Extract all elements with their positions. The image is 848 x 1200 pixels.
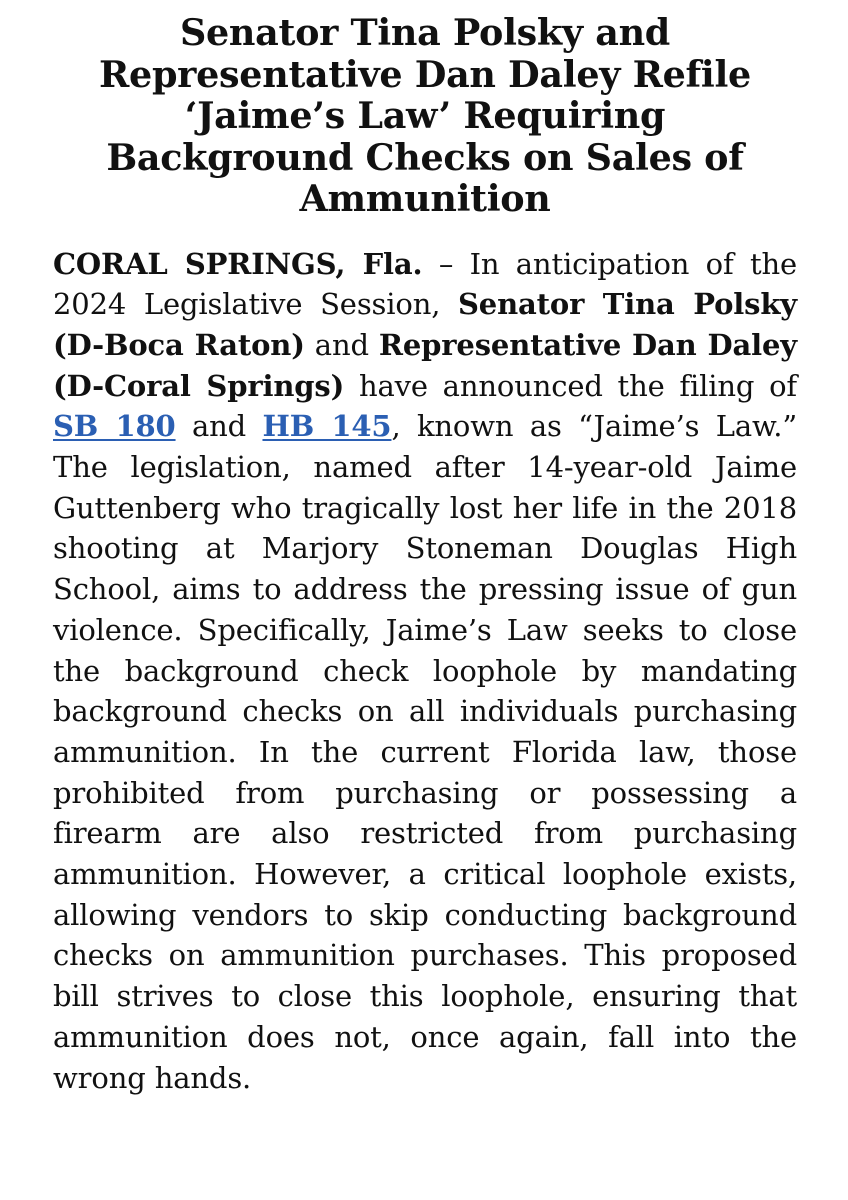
- hb-145-link[interactable]: HB 145: [262, 409, 392, 444]
- body-text-2: and: [304, 327, 379, 362]
- body-paragraph: [53, 244, 797, 1099]
- senator-name: Senator Tina Polsky (D-Boca Raton): [53, 287, 797, 362]
- representative-name: Representative Dan Daley (D-Coral Springs): [53, 327, 798, 403]
- body-text-4: and: [175, 409, 263, 444]
- body-text-1: – In anticipation of the 2024 Legislative Session,: [53, 246, 797, 322]
- body-text-5: , known as “Jaime’s Law.” The legislation, named after 14-year-old Jaime Guttenberg who tragically lost her life in the 2018 shooting at Marjory Stoneman Douglas High School, aims to address the pressing issue of gun violence. Specifically, Jaime’s Law seeks to close the background check loophole by mandating background checks on all individuals purchasing ammunition. In the current Florida law, those prohibited from purchasing or possessing a firearm are also restricted from purchasing ammunition. However, a critical loophole exists, allowing vendors to skip conducting background checks on ammunition purchases. This proposed bill strives to close this loophole, ensuring that ammunition does not, once again, fall into the wrong hands.: [53, 409, 798, 1095]
- dateline: CORAL SPRINGS, Fla.: [53, 246, 423, 281]
- sb-180-link[interactable]: SB 180: [53, 409, 176, 444]
- body-text-3: have announced the filing of: [344, 368, 797, 403]
- headline: Senator Tina Polsky and Representative Dan Daley Refile ‘Jaime’s Law’ Requiring Background Checks on Sales of Ammunition: [99, 11, 751, 220]
- press-release: [53, 6, 797, 1098]
